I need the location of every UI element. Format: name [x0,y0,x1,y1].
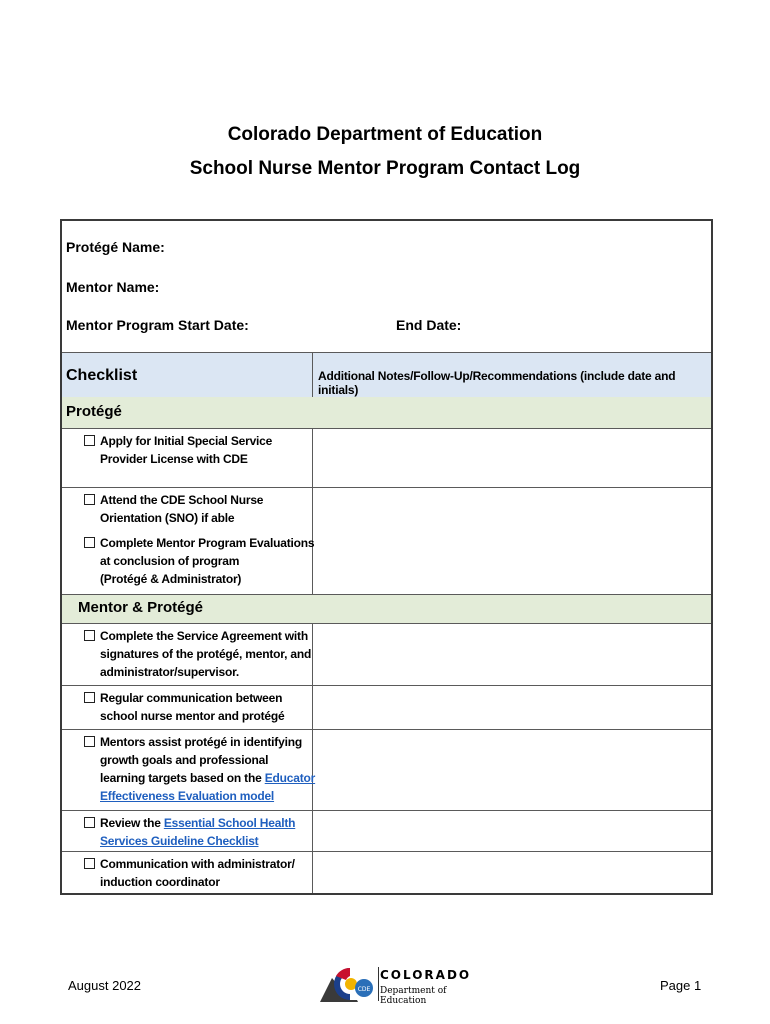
section-protege [62,397,711,429]
colorado-c-icon [318,964,376,1004]
checklist-column-header: Checklist [66,367,138,384]
checkbox[interactable] [84,858,95,869]
checkbox[interactable] [84,537,95,548]
cde-logo [318,964,472,1006]
section-mentor-protege [62,594,711,624]
checklist-item-label: Complete Mentor Program Evaluations at conclusion of program [100,536,315,568]
checklist-item-text [100,733,316,805]
checklist-item-label: Mentors assist protégé in identifying growth goals and professional learning targets based on the [100,735,302,785]
table-row [62,811,711,852]
checklist-item [84,432,316,468]
checklist-item [84,534,316,588]
section-protege-label: Protégé [66,403,122,420]
logo-wordmark: COLORADO [380,968,472,982]
checklist-item-text [100,814,316,850]
document-subtitle: School Nurse Mentor Program Contact Log [189,158,581,179]
checkbox[interactable] [84,692,95,703]
notes-column-header: Additional Notes/Follow-Up/Recommendations (include date and initials) [318,369,676,397]
checklist-item-label: Apply for Initial Special Service Provider License with CDE [100,434,273,466]
table-row [62,429,711,488]
checklist-item-label: Review the [100,816,164,830]
footer-date: August 2022 [68,978,142,993]
contact-log-form [60,219,713,895]
protege-name-label: Protégé Name: [66,239,165,255]
checklist-item [84,491,316,527]
checkbox[interactable] [84,817,95,828]
table-header [62,352,711,399]
section-mentor-protege-label: Mentor & Protégé [78,599,204,616]
checklist-item [84,733,316,805]
svg-text:CDE: CDE [357,986,371,993]
checkbox[interactable] [84,630,95,641]
document-title: Colorado Department of Education [227,124,543,145]
logo-divider [378,967,379,1001]
checklist-item-label: Complete the Service Agreement with signatures of the protégé, mentor, and administrator/supervisor. [100,629,312,679]
checkbox[interactable] [84,494,95,505]
start-date-label: Mentor Program Start Date: [66,317,249,333]
checklist-item-note: (Protégé & Administrator) [100,572,242,586]
checklist-item [84,855,316,891]
table-row [62,623,711,686]
logo-subtitle: Department of Education [380,986,447,1006]
end-date-label: End Date: [396,317,462,333]
educator-effectiveness-link[interactable]: Educator Effectiveness Evaluation model [100,771,316,803]
checklist-item [84,814,316,850]
checkbox[interactable] [84,736,95,747]
table-row [62,852,711,893]
guideline-checklist-link[interactable]: Essential School Health Services Guideline Checklist [100,816,296,848]
table-row [62,488,711,534]
table-row [62,534,711,594]
column-divider [312,353,313,398]
checkbox[interactable] [84,435,95,446]
page-number: Page 1 [660,978,702,993]
table-row [62,730,711,811]
table-row [62,686,711,730]
checklist-item-label: Regular communication between school nurse mentor and protégé [100,691,285,723]
checklist-item-label: Communication with administrator/ induction coordinator [100,857,295,889]
checklist-item [84,689,316,725]
checklist-item-label: Attend the CDE School Nurse Orientation (SNO) if able [100,493,264,525]
mentor-name-label: Mentor Name: [66,279,160,295]
checklist-item [84,627,316,681]
